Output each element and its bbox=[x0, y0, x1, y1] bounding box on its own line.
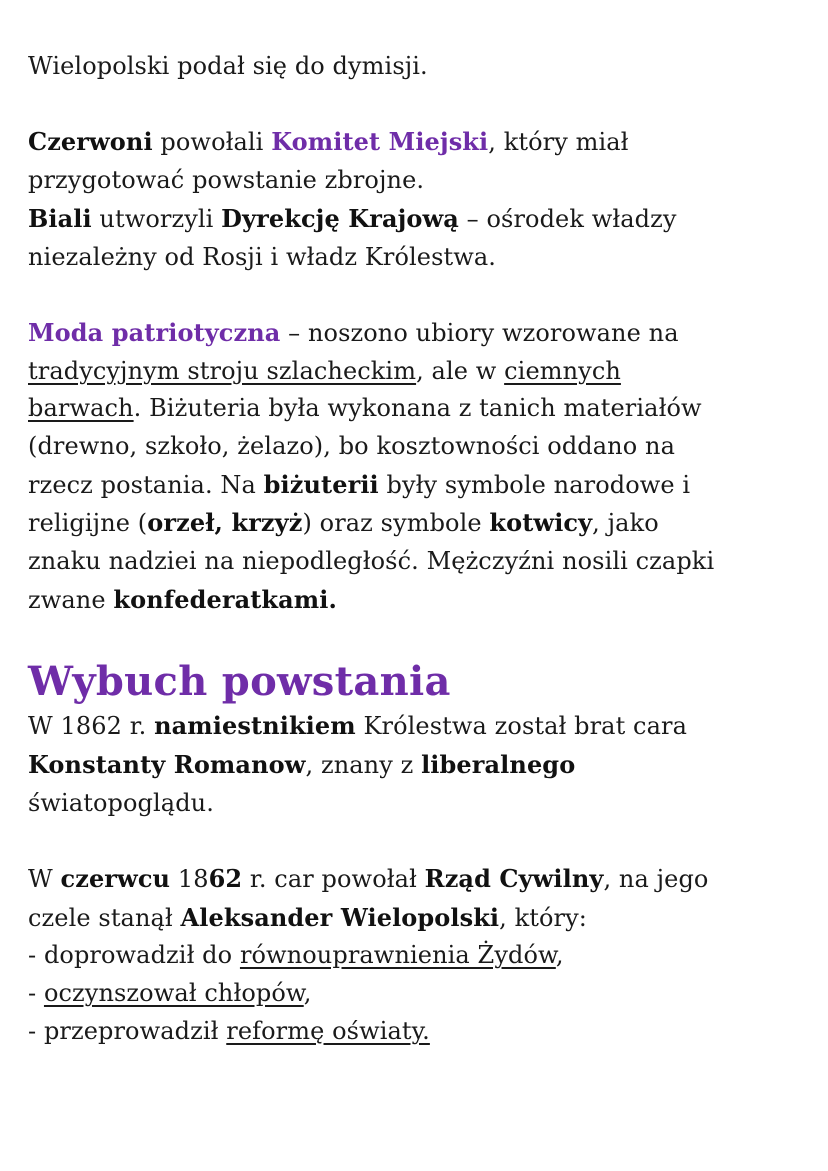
underlined-phrase: ciemnych bbox=[504, 356, 621, 385]
text-line bbox=[28, 746, 808, 785]
term-aleksander-wielopolski: Aleksander Wielopolski bbox=[180, 902, 500, 932]
term-moda-patriotyczna: Moda patriotyczna bbox=[28, 317, 281, 347]
term-liberalnego: liberalnego bbox=[421, 749, 576, 779]
text-line bbox=[28, 314, 808, 353]
text-line bbox=[28, 466, 808, 505]
text-line bbox=[28, 200, 808, 239]
text-line bbox=[28, 123, 808, 162]
term-dyrekcja-krajowa: Dyrekcję Krajową bbox=[221, 203, 459, 233]
text-line bbox=[28, 899, 808, 938]
text-span: - przeprowadził bbox=[28, 1016, 227, 1045]
text-span: powołali bbox=[152, 128, 272, 157]
text-span: r. car powołał bbox=[242, 865, 425, 893]
term-konstanty-romanow: Konstanty Romanow bbox=[28, 749, 306, 779]
document-page bbox=[28, 48, 808, 1051]
text-line bbox=[28, 239, 808, 277]
paragraph-patriotic-fashion bbox=[28, 314, 808, 620]
paragraph-civil-government bbox=[28, 860, 808, 1051]
paragraph-gap bbox=[28, 620, 808, 658]
resignation-text: Wielopolski podał się do dymisji. bbox=[28, 52, 428, 80]
text-span: (drewno, szkoło, żelazo), bo kosztowności oddano na bbox=[28, 432, 675, 460]
text-line bbox=[28, 785, 808, 823]
text-span: W bbox=[28, 865, 61, 893]
text-span: znaku nadziei na niepodległość. Mężczyźni nosili czapki bbox=[28, 547, 715, 576]
text-span: – noszono ubiory wzorowane na bbox=[280, 318, 679, 347]
text-span: , jako bbox=[592, 509, 659, 538]
term-namiestnik: namiestnikiem bbox=[154, 711, 356, 741]
text-line bbox=[28, 707, 808, 746]
text-span: – ośrodek władzy bbox=[458, 204, 677, 233]
paragraph-resignation bbox=[28, 48, 808, 86]
term-rzad-cywilny: Rząd Cywilny bbox=[424, 864, 604, 893]
underlined-phrase: tradycyjnym stroju szlacheckim bbox=[28, 356, 417, 385]
text-span: , bbox=[555, 941, 564, 970]
text-line bbox=[28, 428, 808, 466]
paragraph-gap bbox=[28, 86, 808, 124]
text-span: były symbole narodowe i bbox=[378, 470, 691, 499]
underlined-phrase: barwach bbox=[28, 394, 134, 423]
text-span: - bbox=[28, 979, 44, 1008]
text-span: . Biżuteria była wykonana z tanich materiałów bbox=[133, 394, 702, 423]
underlined-phrase: oczynszował chłopów bbox=[43, 979, 304, 1008]
text-span: W 1862 r. bbox=[28, 712, 155, 741]
text-span: niezależny od Rosji i władz Królestwa. bbox=[28, 242, 497, 271]
paragraph-gap bbox=[28, 822, 808, 860]
text-span: 18 bbox=[170, 865, 209, 893]
text-span: religijne ( bbox=[28, 509, 148, 538]
text-line bbox=[28, 48, 808, 86]
text-span: - doprowadził do bbox=[28, 941, 240, 970]
text-span: zwane bbox=[28, 585, 114, 614]
text-span: , bbox=[303, 979, 312, 1008]
list-item bbox=[28, 937, 808, 975]
term-biali: Biali bbox=[28, 203, 92, 233]
underlined-phrase: równouprawnienia Żydów bbox=[239, 941, 556, 970]
section-heading: Wybuch powstania bbox=[28, 658, 451, 706]
text-line bbox=[28, 504, 808, 543]
text-span: Królestwa został brat cara bbox=[355, 712, 687, 741]
paragraph-namiestnik bbox=[28, 707, 808, 822]
text-span: , ale w bbox=[416, 356, 505, 385]
text-line bbox=[28, 543, 808, 581]
term-bizuteria: biżuterii bbox=[263, 469, 379, 499]
text-span: , znany z bbox=[305, 750, 422, 779]
text-span: rzecz postania. Na bbox=[28, 470, 264, 499]
text-span: ) oraz symbole bbox=[302, 509, 490, 538]
term-kotwica: kotwicy bbox=[489, 508, 593, 538]
text-span: czele stanął bbox=[28, 903, 181, 932]
paragraph-reds-whites bbox=[28, 123, 808, 276]
text-span: , na jego bbox=[603, 865, 709, 893]
term-orzel-krzyz: orzeł, krzyż bbox=[147, 508, 303, 538]
text-span: przygotować powstanie zbrojne. bbox=[28, 166, 425, 195]
text-line bbox=[28, 390, 808, 428]
text-line bbox=[28, 860, 808, 899]
text-line bbox=[28, 162, 808, 200]
text-span: światopoglądu. bbox=[28, 788, 214, 817]
year-digits: 62 bbox=[208, 864, 243, 893]
text-line bbox=[28, 581, 808, 620]
list-item bbox=[28, 1013, 808, 1051]
term-konfederatki: konfederatkami. bbox=[113, 584, 337, 614]
term-czerwoni: Czerwoni bbox=[28, 127, 153, 157]
underlined-phrase: reformę oświaty. bbox=[226, 1016, 430, 1045]
term-czerwiec: czerwcu bbox=[60, 864, 171, 893]
paragraph-gap bbox=[28, 276, 808, 314]
text-span: , który miał bbox=[488, 128, 629, 157]
text-span: utworzyli bbox=[91, 204, 222, 233]
list-item bbox=[28, 975, 808, 1013]
text-line bbox=[28, 353, 808, 391]
text-span: , który: bbox=[499, 903, 587, 932]
term-komitet-miejski: Komitet Miejski bbox=[271, 127, 489, 157]
